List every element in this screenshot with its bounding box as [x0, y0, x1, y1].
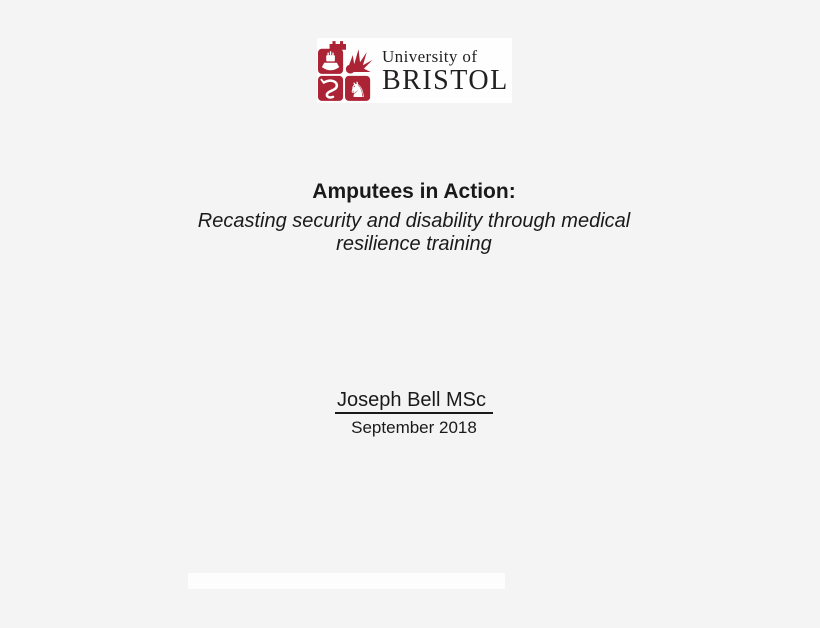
crest-battlement-icon — [330, 41, 346, 50]
crest-sun-icon — [345, 48, 373, 73]
document-subtitle — [0, 210, 820, 256]
document-title: Amputees in Action: — [312, 180, 516, 203]
document-date: September 2018 — [351, 418, 477, 437]
bristol-crest-icon — [318, 41, 374, 101]
author-name: Joseph Bell MSc — [335, 389, 493, 414]
university-logo-name: BRISTOL — [382, 65, 509, 96]
university-logo-text — [382, 46, 509, 95]
author-line — [0, 389, 820, 414]
university-logo — [317, 38, 512, 103]
document-subtitle-line-2: resilience training — [336, 233, 492, 255]
crest-ship-icon — [318, 48, 343, 73]
crest-horse-icon — [345, 75, 370, 100]
university-logo-prefix: University of — [382, 47, 478, 66]
document-subtitle-line-1: Recasting security and disability through medical — [197, 210, 631, 232]
blank-strip — [188, 573, 505, 589]
svg-text:♞: ♞ — [348, 77, 368, 101]
crest-dolphin-icon — [318, 75, 343, 100]
